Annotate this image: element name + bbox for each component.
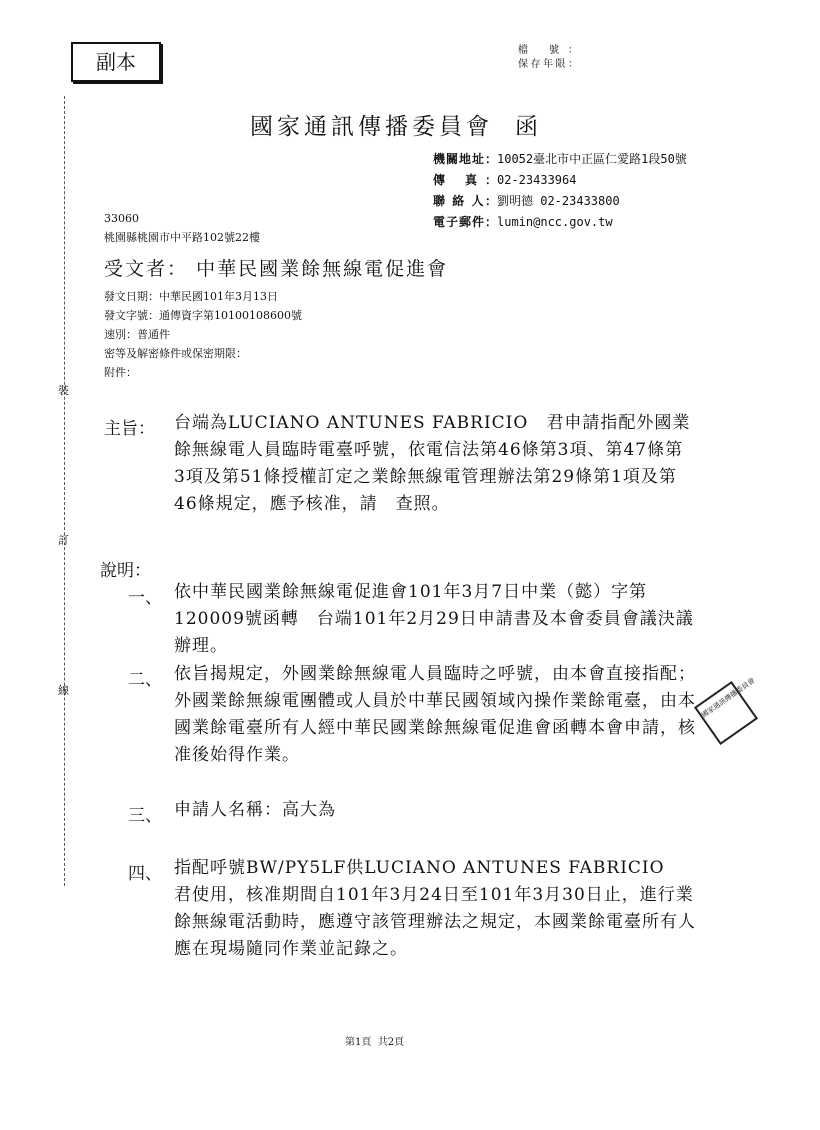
- agency-contact: 劉明德 02-23433800: [497, 194, 620, 208]
- binding-mark-top: 裝: [58, 384, 69, 397]
- document-meta: [104, 287, 302, 382]
- binding-mark-bottom: 線: [58, 684, 69, 697]
- document-title: [250, 108, 542, 141]
- subject-label: 主旨：: [104, 419, 155, 439]
- page-number: 第1頁: [345, 1037, 372, 1048]
- contact-label: 聯 絡 人：: [433, 194, 497, 208]
- explanation-item-number: 四、: [128, 864, 162, 884]
- subject-text: 台端為LUCIANO ANTUNES FABRICIO 君申請指配外國業餘無線電人員臨時電臺呼號，依電信法第46條第3項、第47條第3項及第51條授權訂定之業餘無線電管理辦法第29條第1項及第46條規定，應予核准，請 查照。: [174, 413, 691, 514]
- explanation-item-text: 依中華民國業餘無線電促進會101年3月7日中業（懿）字第120009號函轉 台端101年2月29日申請書及本會委員會議決議辦理。: [174, 582, 694, 656]
- fax-label: 傳 真：: [433, 173, 497, 187]
- binding-line: [64, 96, 65, 886]
- agency-contact-block: [433, 149, 687, 233]
- copy-label-box: 副本: [71, 42, 161, 82]
- explanation-item-number: 二、: [128, 670, 162, 690]
- explanation-item-text: 依旨揭規定，外國業餘無線電人員臨時之呼號，由本會直接指配；外國業餘無線電團體或人員於中華民國領域內操作業餘電臺，由本國業餘電臺所有人經中華民國業餘無線電促進會函轉本會申請，核准後始得作業。: [174, 664, 696, 765]
- file-number: [518, 44, 578, 58]
- agency-address: 10052臺北市中正區仁愛路1段50號: [497, 152, 687, 166]
- document-type: 函: [515, 114, 542, 140]
- postal-code: 33060: [104, 212, 139, 225]
- attachment-label: 附件：: [104, 366, 137, 379]
- address-label: 機關地址：: [433, 152, 497, 166]
- recipient-label: 受文者：: [104, 258, 189, 280]
- retention-period-label: 保存年限：: [518, 59, 578, 70]
- doc-number: 通傳資字第10100108600號: [159, 309, 302, 322]
- explanation-item-text: 指配呼號BW/PY5LF供LUCIANO ANTUNES FABRICIO 君使用，核准期間自101年3月24日至101年3月30日止，進行業餘無線電活動時，應遵守該管理辦法之規定，本國業餘電臺所有人應在現場隨同作業並記錄之。: [174, 858, 696, 959]
- recipient-line: [104, 254, 448, 281]
- email-label: 電子郵件：: [433, 215, 497, 229]
- official-seal-stamp: 國家通訊傳播委員會: [694, 681, 758, 745]
- speed-label: 速別：: [104, 328, 137, 341]
- issue-date-label: 發文日期：: [104, 290, 159, 303]
- file-number-label: 檔 號：: [518, 45, 578, 56]
- agency-email: lumin@ncc.gov.tw: [497, 215, 613, 229]
- issue-date: 中華民國101年3月13日: [159, 290, 278, 303]
- agency-fax: 02-23433964: [497, 173, 577, 187]
- binding-mark-middle: 訂: [58, 534, 69, 547]
- recipient-name: 中華民國業餘無線電促進會: [196, 258, 449, 280]
- recipient-address: 桃園縣桃園市中平路102號22樓: [104, 231, 260, 244]
- page-total: 共2頁: [377, 1037, 405, 1048]
- security-label: 密等及解密條件或保密期限：: [104, 347, 247, 360]
- explanation-item-number: 三、: [128, 806, 162, 826]
- explanation-label: 說明：: [100, 561, 151, 581]
- retention-period: [518, 58, 578, 72]
- doc-number-label: 發文字號：: [104, 309, 159, 322]
- speed: 普通件: [137, 328, 170, 341]
- explanation-item-text: 申請人名稱：高大為: [174, 800, 336, 820]
- page-footer: [345, 1033, 404, 1048]
- agency-name: 國家通訊傳播委員會: [250, 114, 493, 140]
- explanation-item-number: 一、: [128, 588, 162, 608]
